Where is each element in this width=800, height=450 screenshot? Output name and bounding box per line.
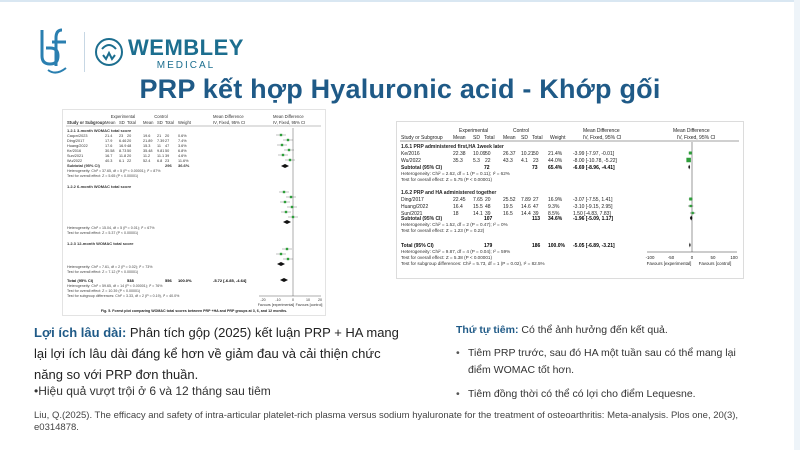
lf-study-marker	[285, 211, 287, 213]
rf-total-n1: 179	[484, 243, 493, 249]
rf-cell: 43.3	[503, 158, 513, 164]
rf-cell: 7.89	[521, 197, 531, 203]
lf-sub3-test: Test for overall effect: Z = 7.12 (P < 0.00001)	[67, 270, 139, 274]
rf-total-test: Test for overall effect: Z = 5.38 (P < 0.00001)	[401, 255, 492, 260]
lf-study-marker	[281, 144, 283, 146]
lf-cell: 17.9	[105, 139, 113, 143]
rf-md2-sub: IV, Fixed, 95% CI	[677, 135, 716, 141]
rf-cell: 16.5	[503, 211, 513, 217]
list-item	[456, 386, 746, 403]
forest-plot-left-svg	[63, 110, 325, 315]
lf-study-marker	[282, 154, 284, 156]
rf-cell: 50	[533, 151, 539, 157]
lf-sub2-het: Heterogeneity: Chi² = 15.04, df = 5 (P = 0.01); I² = 67%	[67, 226, 155, 230]
lf-diamond	[277, 262, 285, 266]
rf-sub2-n1: 107	[484, 216, 493, 222]
lf-total-het: Heterogeneity: Chi² = 59.65, df = 14 (P < 0.00001); I² = 76%	[67, 284, 163, 288]
lf-cell: 9.81	[157, 149, 165, 153]
lf-cell: 6.1	[119, 159, 125, 163]
rf-total: Total (95% CI)	[401, 243, 434, 249]
lf-rows	[67, 128, 190, 168]
lf-cell: Huang/2022	[67, 144, 88, 148]
bullet-dot-icon: •	[456, 388, 460, 400]
rf-cell: -8.00 [-10.78, -5.22]	[573, 158, 617, 164]
injection-order-list	[456, 345, 746, 403]
rf-sub2-n2: 113	[532, 216, 541, 222]
rf-total-ci: -5.05 [-6.89, -3.21]	[573, 243, 615, 249]
rf-total-het: Heterogeneity: Chi² = 9.87, df = 4 (P = 0.04); I² = 59%	[401, 249, 511, 254]
rf-cell: 8.5%	[548, 211, 560, 217]
lf-cell: 0.6%	[178, 134, 187, 138]
rf-cell: 10.21	[521, 151, 534, 157]
lf-cell: 50	[127, 149, 132, 153]
lf-cell: 40.3	[105, 159, 113, 163]
lf-cell: 39	[165, 154, 170, 158]
rf-sub1-n2: 73	[532, 165, 538, 171]
lf-cell: 11.8	[119, 154, 127, 158]
rf-cell: 47	[533, 204, 539, 210]
rf-md-sub: IV, Fixed, 95% CI	[583, 135, 622, 141]
lf-diamond	[283, 220, 291, 224]
wembley-wordmark	[128, 37, 244, 71]
rf-sub2-w: 34.6%	[548, 216, 563, 222]
rf-cell: 4.1	[521, 158, 528, 164]
lf-cell: 6.8	[157, 159, 163, 163]
bf-logo-icon	[36, 26, 76, 76]
rf-cell: 26.37	[503, 151, 516, 157]
lf-cell: 21.89	[143, 139, 153, 143]
lf-cell: 11	[157, 144, 161, 148]
rf-sub1-test: Test for overall effect: Z = 5.75 (P < 0.00001)	[401, 177, 492, 182]
lf-cell: 47	[165, 144, 170, 148]
lf-sub2-test: Test for overall effect: Z = 5.37 (P < 0.00001)	[67, 231, 139, 235]
lf-cell: 11.2	[143, 154, 151, 158]
lf-axis-right: Favours [control]	[295, 303, 323, 307]
rf-cell: 15.5	[473, 204, 483, 210]
lf-sub2: 1.2.2 6-month WOMAC total score	[67, 184, 132, 189]
lf-study-marker	[283, 191, 285, 193]
rf-sub2-ci: -1.96 [-5.09, 1.17]	[573, 216, 614, 222]
rf-cell: 9.3%	[548, 204, 560, 210]
lf-study-marker	[287, 139, 289, 141]
lf-sub1-test: Test for overall effect: Z = 5.65 (P < 0.00001)	[67, 174, 139, 178]
lf-caption: Fig. 5. Forest plot comparing WOMAC total scores between PRP +HA and PRP groups at 3, 6, and 12 months.	[100, 309, 288, 313]
lf-cell: 20	[127, 139, 132, 143]
rf-study-marker	[686, 158, 691, 163]
bullet-dot-icon: •	[456, 347, 460, 359]
lf-cell: Caqcn/2023	[67, 134, 88, 138]
rf-exp-header: Experimental	[459, 128, 489, 134]
lf-marks	[276, 134, 298, 282]
lf-md-header: Mean Difference	[213, 114, 244, 119]
lf-cell: 48	[127, 144, 132, 148]
lf-h6: Weight	[178, 120, 191, 125]
rf-study-marker	[689, 152, 692, 155]
rf-tick-0: -100	[645, 255, 655, 260]
rf-h5: Total	[532, 135, 543, 141]
rf-cell: 25.52	[503, 197, 516, 203]
lf-diamond	[280, 278, 288, 282]
rf-cell: 50	[485, 151, 491, 157]
lf-cell: 3.6%	[178, 144, 187, 148]
lf-cell: 6.46	[119, 139, 127, 143]
rf-sub1-ci: -6.69 [-8.96, -4.41]	[573, 165, 615, 171]
lf-cell: 8.73	[119, 149, 127, 153]
lf-study-marker	[287, 258, 289, 260]
rf-study-marker	[691, 212, 693, 214]
lf-total-n1: 538	[127, 278, 134, 283]
rf-tick-3: 50	[710, 255, 716, 260]
rf-cell: 22.45	[453, 197, 466, 203]
lf-cell: 15.3	[143, 144, 151, 148]
lf-cell: 7.39	[157, 139, 165, 143]
lf-tick-4: 20	[318, 298, 322, 302]
rf-h1: SD	[473, 135, 480, 141]
rf-cell: 23	[533, 158, 539, 164]
rf-sub1-total: Subtotal (95% CI)	[401, 165, 443, 171]
rf-cell: 39	[485, 211, 491, 217]
lf-cell: 6.8%	[178, 149, 187, 153]
lf-cell: 52.4	[143, 159, 151, 163]
rf-cell: 14.1	[473, 211, 483, 217]
rf-tick-2: 0	[690, 255, 694, 260]
wordmark-sub: MEDICAL	[156, 60, 216, 71]
injection-order-lead: Thứ tự tiêm:	[456, 324, 519, 336]
injection-bullet-2: Tiêm đồng thời có thể có lợi cho điểm Lequesne.	[468, 388, 696, 400]
lf-cell: 19.6	[143, 134, 151, 138]
lf-cell: 50	[165, 149, 170, 153]
forest-plot-right-svg	[397, 122, 743, 278]
lf-cell: 35.48	[143, 149, 153, 153]
citation: Liu, Q.(2025). The efficacy and safety of intra-articular platelet-rich plasma versus sodium hyaluronate for the treatment of osteoarthritis: Meta-analysis. Plos one, 20(3), e0314878.	[34, 410, 739, 433]
rf-h2: Total	[484, 135, 495, 141]
rf-md2-header: Mean Difference	[673, 128, 710, 134]
rf-tick-4: 100	[730, 255, 738, 260]
lf-subtotal-n: 296	[165, 163, 172, 168]
rf-cell: 5.3	[473, 158, 480, 164]
lf-total-ci: -5.72 [-6.85, -4.64]	[213, 278, 247, 283]
rf-cell: 39	[533, 211, 539, 217]
rf-sub1-w: 65.4%	[548, 165, 563, 171]
lf-cell: 20	[127, 154, 132, 158]
rf-sub2-total: Subtotal (95% CI)	[401, 216, 443, 222]
rf-md-header: Mean Difference	[583, 128, 620, 134]
lf-cell: 30.58	[105, 149, 115, 153]
lf-cell: Wu/2022	[67, 159, 83, 163]
lf-study-marker	[290, 196, 292, 198]
right-rail	[794, 0, 800, 450]
top-accent-bar	[0, 0, 800, 2]
lf-cell: 7.4%	[178, 139, 187, 143]
lf-cell: 27	[165, 139, 170, 143]
rf-sub2-het: Heterogeneity: Chi² = 1.52, df = 2 (P = 0.47); I² = 0%	[401, 222, 508, 227]
rf-cell: 19.5	[503, 204, 513, 210]
injection-bullet-1: Tiêm PRP trước, sau đó HA một tuần sau có thể mang lại điểm WOMAC tốt hơn.	[468, 347, 736, 376]
rf-cell: 22	[485, 158, 491, 164]
lf-tick-1: -10	[275, 298, 281, 302]
long-term-bullet: •Hiệu quả vượt trội ở 6 và 12 tháng sau tiêm	[34, 384, 271, 398]
lf-study-marker	[291, 206, 293, 208]
rf-cell: -3.99 [-7.97, -0.01]	[573, 151, 615, 157]
rf-sub1: 1.6.1 PRP administered first,HA 1week later	[401, 144, 504, 150]
lf-exp-header: Experimental	[110, 114, 136, 119]
rf-cell: 35.3	[453, 158, 463, 164]
logo-divider	[84, 32, 85, 72]
lf-total-w: 100.0%	[178, 278, 192, 283]
injection-order-paragraph	[456, 322, 746, 410]
lf-diamond	[281, 164, 289, 168]
rf-cell: Ding/2017	[401, 197, 424, 203]
lf-cell: 23	[165, 159, 170, 163]
lf-tick-3: 10	[306, 298, 310, 302]
rf-cell: 27	[533, 197, 539, 203]
long-term-benefit-paragraph	[34, 322, 404, 385]
rf-marks	[686, 152, 695, 248]
rf-diamond	[689, 243, 691, 248]
lf-sub3: 1.2.3 12-month WOMAC total score	[67, 241, 134, 246]
lf-h0: Mean	[105, 120, 116, 125]
rf-total-sub: Test for subgroup differences: Chi² = 5.73, df = 1 (P = 0.02), I² = 82.5%	[401, 261, 545, 266]
rf-cell: 20	[485, 197, 491, 203]
lf-cell: 21	[157, 134, 162, 138]
rf-axis-left: Favours [experimental]	[646, 261, 692, 266]
lf-total: Total (95% CI)	[67, 278, 94, 283]
rf-cell: 7.65	[473, 197, 483, 203]
lf-study-marker	[292, 216, 294, 218]
rf-cell: 44.0%	[548, 158, 563, 164]
rf-cell: 22.38	[453, 151, 466, 157]
rf-sub1-n1: 72	[484, 165, 490, 171]
lf-cell: 23	[119, 134, 124, 138]
rf-sub2-test: Test for overall effect: Z = 1.23 (P = 0.22)	[401, 228, 485, 233]
rf-tick-1: -50	[667, 255, 675, 260]
rf-h6: Weight	[550, 135, 566, 141]
lf-study-header: Study or Subgroup	[67, 120, 105, 125]
lf-axis-left: Favours [experimental]	[257, 303, 295, 307]
rf-cell: -3.07 [-7.55, 1.41]	[573, 197, 613, 203]
list-item	[456, 345, 746, 379]
lf-cell: Sun/2021	[67, 154, 84, 158]
slide-title: PRP kết hợp Hyaluronic acid - Khớp gối	[139, 74, 661, 104]
rf-study-marker	[689, 198, 692, 201]
forest-plot-womac-figure	[63, 110, 325, 315]
rf-cell: 16.9%	[548, 197, 563, 203]
lf-cell: 21.4	[105, 134, 113, 138]
rf-cell: Huang/2022	[401, 204, 429, 210]
lf-study-marker	[289, 159, 291, 161]
lf-total-sub: Test for subgroup differences: Chi² = 3.33, df = 2 (P = 0.19), I² = 40.0%	[67, 294, 180, 298]
injection-order-body: Có thể ảnh hưởng đến kết quả.	[518, 324, 668, 336]
lf-study-marker	[284, 201, 286, 203]
lf-total-test: Test for overall effect: Z = 10.39 (P < 0.00001)	[67, 289, 141, 293]
rf-cell: Sun/2021	[401, 211, 423, 217]
rf-cell: 14.6	[521, 204, 531, 210]
rf-sub2: 1.6.2 PRP and HA administered together	[401, 190, 497, 196]
lf-cell: 11.6%	[178, 159, 189, 163]
rf-h4: SD	[521, 135, 528, 141]
lf-h1: SD	[119, 120, 125, 125]
lf-study-marker	[280, 253, 282, 255]
rf-sub1-het: Heterogeneity: Chi² = 2.62, df = 1 (P = 0.11); I² = 62%	[401, 171, 510, 176]
lf-study-marker	[280, 134, 282, 136]
lf-cell: 16.9	[119, 144, 127, 148]
lf-h4: SD	[157, 120, 163, 125]
lf-sub1: 1.2.1 3-month WOMAC total score	[67, 128, 132, 133]
rf-total-w: 100.0%	[548, 243, 565, 249]
rf-cell: 48	[485, 204, 491, 210]
lf-cell: 22	[127, 159, 132, 163]
lf-cell: 4.6%	[178, 154, 187, 158]
long-term-benefit-lead: Lợi ích lâu dài:	[34, 325, 127, 340]
wordmark-text: WEMBLEY	[128, 35, 244, 60]
lf-subtotal-label: Subtotal (95% CI)	[67, 163, 100, 168]
rf-cell: 16.4	[453, 204, 463, 210]
rf-diamond	[688, 165, 690, 170]
lf-tick-0: -20	[260, 298, 266, 302]
rf-study-header: Study or Subgroup	[401, 135, 443, 141]
rf-ctl-header: Control	[513, 128, 530, 134]
lf-study-marker	[288, 149, 290, 151]
lf-md2-header: Mean Difference	[273, 114, 304, 119]
rf-rows1	[401, 151, 618, 164]
rf-cell: -3.10 [-9.15, 2.95]	[573, 204, 613, 210]
long-term-benefit-body: Phân tích gộp (2025) kết luận PRP + HA mang lại lợi ích lâu dài đáng kể hơn về giảm đau và cải thiện chức năng so với PRP đơn thuần.	[34, 325, 399, 382]
rf-cell: 14.4	[521, 211, 531, 217]
lf-cell: Ding/2017	[67, 139, 85, 143]
lf-cell: Ke/2016	[67, 149, 82, 153]
rf-cell: 18	[453, 211, 459, 217]
lf-study-marker	[286, 248, 288, 250]
lf-cell: 16.7	[105, 154, 113, 158]
lf-ctl-header: Control	[154, 114, 168, 119]
lf-sub1-het: Heterogeneity: Chi² = 37.65, df = 5 (P < 0.00001); I² = 87%	[67, 169, 161, 173]
wembley-emblem-icon	[94, 37, 124, 67]
rf-rows2	[401, 197, 613, 217]
rf-cell: Wu/2022	[401, 158, 421, 164]
lf-tick-2: 0	[292, 298, 294, 302]
lf-cell: 17.6	[105, 144, 113, 148]
rf-cell: 1.50 [-4.83, 7.83]	[573, 211, 611, 217]
forest-plot-injection-order-figure	[397, 122, 743, 278]
rf-cell: 21.4%	[548, 151, 563, 157]
lf-cell: 20	[165, 134, 170, 138]
lf-h3: Mean	[143, 120, 154, 125]
lf-cell: 20	[127, 134, 132, 138]
lf-subtotal-w: 36.6%	[178, 163, 190, 168]
lf-total-n2: 556	[165, 278, 172, 283]
lf-md2-sub: IV, Fixed, 95% CI	[273, 120, 306, 125]
lf-md-sub: IV, Fixed, 95% CI	[213, 120, 246, 125]
lf-cell: 11.1	[157, 154, 165, 158]
rf-h3: Mean	[503, 135, 516, 141]
rf-h0: Mean	[453, 135, 466, 141]
lf-h5: Total	[165, 120, 174, 125]
rf-study-marker	[689, 205, 691, 207]
rf-total-n2: 186	[532, 243, 541, 249]
rf-cell: 10.09	[473, 151, 486, 157]
rf-axis-right: Favours [control]	[698, 261, 732, 266]
lf-h2: Total	[127, 120, 136, 125]
lf-sub3-het: Heterogeneity: Chi² = 7.61, df = 2 (P = 0.02); I² = 73%	[67, 265, 153, 269]
rf-cell: Ke/2016	[401, 151, 420, 157]
